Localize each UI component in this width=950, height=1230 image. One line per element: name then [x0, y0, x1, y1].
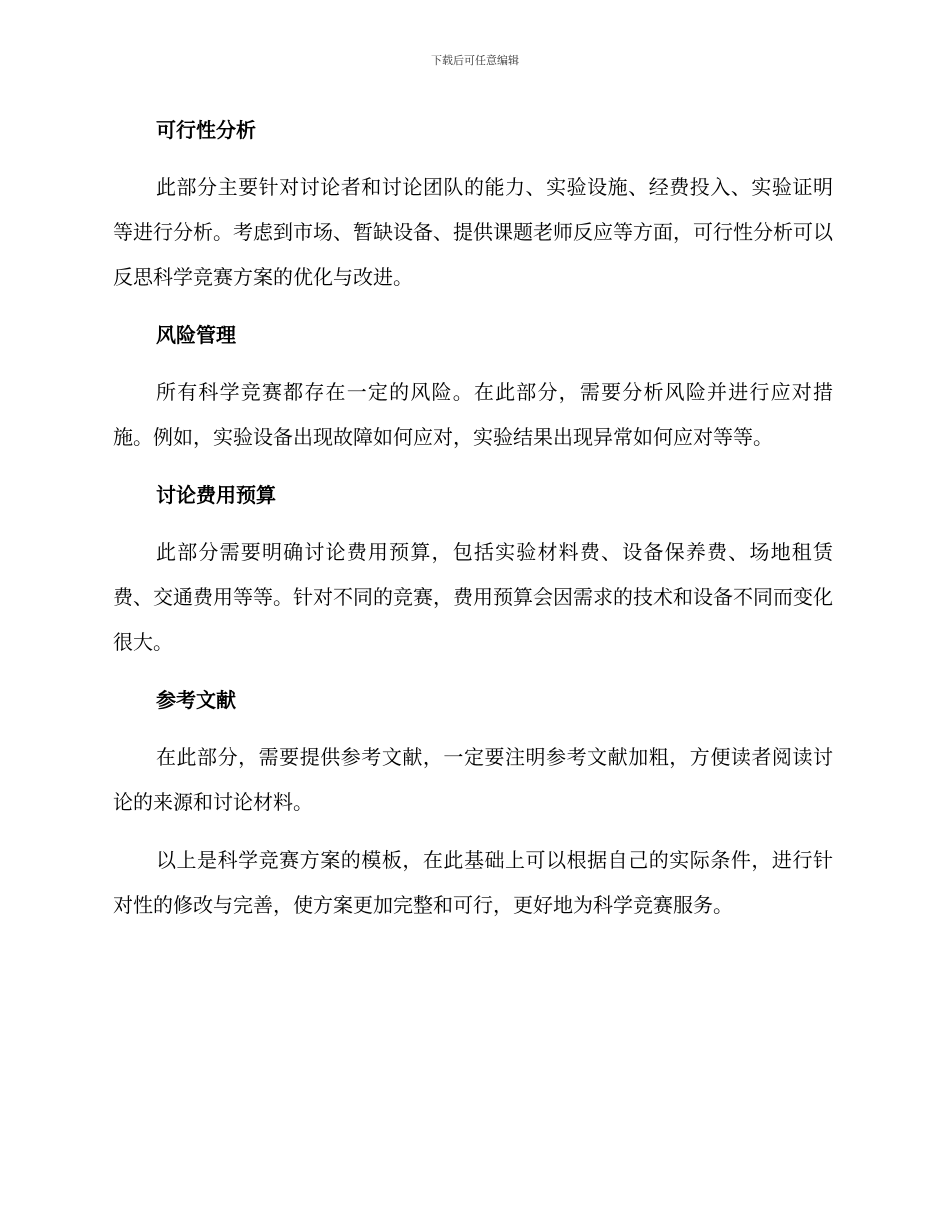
- section-heading: 风险管理: [156, 323, 236, 347]
- section-risk-management: [113, 313, 833, 460]
- header-note: 下载后可任意编辑: [431, 54, 519, 67]
- section-feasibility: [113, 108, 833, 300]
- document-body: [113, 108, 833, 941]
- section-paragraph: 此部分主要针对讨论者和讨论团队的能力、实验设施、经费投入、实验证明等进行分析。考虑到市场、暂缺设备、提供课题老师反应等方面，可行性分析可以反思科学竞赛方案的优化与改进。: [113, 175, 833, 289]
- conclusion-paragraph: 以上是科学竞赛方案的模板，在此基础上可以根据自己的实际条件，进行针对性的修改与完善，使方案更加完整和可行，更好地为科学竞赛服务。: [113, 848, 833, 917]
- section-paragraph: 此部分需要明确讨论费用预算，包括实验材料费、设备保养费、场地租赁费、交通费用等等。针对不同的竞赛，费用预算会因需求的技术和设备不同而变化很大。: [113, 540, 833, 654]
- section-paragraph: 在此部分，需要提供参考文献，一定要注明参考文献加粗，方便读者阅读讨论的来源和讨论材料。: [113, 745, 833, 814]
- section-budget: [113, 473, 833, 665]
- section-heading: 参考文献: [156, 688, 236, 712]
- section-heading: 可行性分析: [156, 118, 256, 142]
- section-heading: 讨论费用预算: [156, 483, 276, 507]
- section-references: [113, 678, 833, 825]
- section-paragraph: 所有科学竞赛都存在一定的风险。在此部分，需要分析风险并进行应对措施。例如，实验设备出现故障如何应对，实验结果出现异常如何应对等等。: [113, 380, 833, 449]
